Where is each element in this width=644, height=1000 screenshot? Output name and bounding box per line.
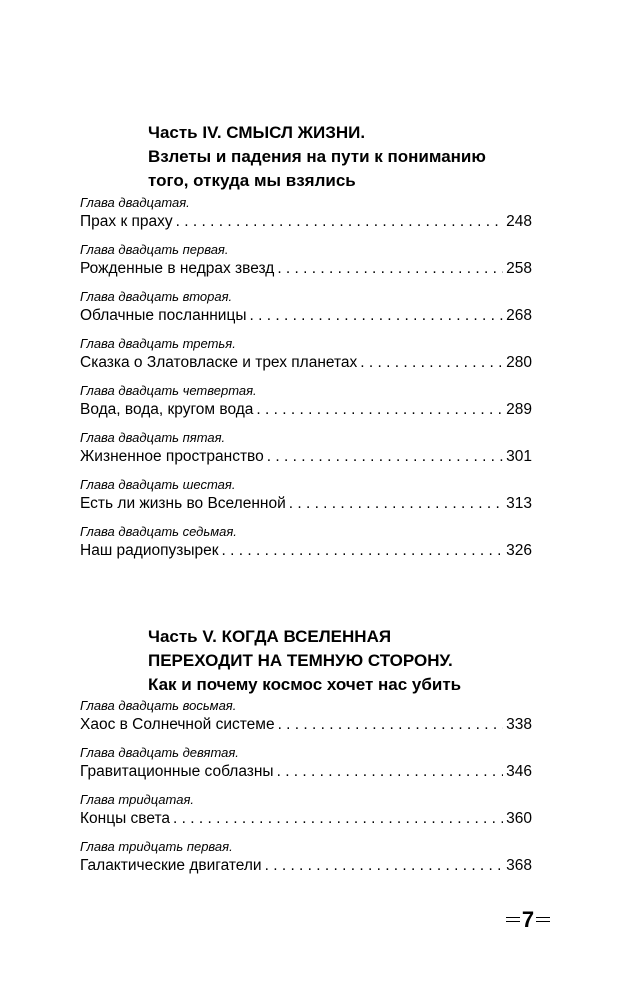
part-5-toc xyxy=(80,698,532,886)
chapter-label: Глава двадцать шестая. xyxy=(80,477,236,492)
dot-leader xyxy=(250,306,504,326)
chapter-label: Глава двадцать вторая. xyxy=(80,289,233,304)
page-number: 326 xyxy=(506,542,532,559)
dot-leader xyxy=(176,212,503,232)
chapter-label: Глава двадцать седьмая. xyxy=(80,524,237,539)
chapter-title: Вода, вода, кругом вода xyxy=(80,401,254,418)
part-4-heading-line-3: того, откуда мы взялись xyxy=(148,171,356,190)
part-5-heading-line-2: ПЕРЕХОДИТ НА ТЕМНУЮ СТОРОНУ. xyxy=(148,651,453,670)
chapter-label: Глава двадцать третья. xyxy=(80,336,236,351)
dot-leader xyxy=(289,494,503,514)
part-5-heading-line-3: Как и почему космос хочет нас убить xyxy=(148,675,462,694)
toc-entry[interactable] xyxy=(80,242,532,289)
chapter-title: Рожденные в недрах звезд xyxy=(80,260,275,277)
dot-leader xyxy=(222,541,504,561)
chapter-title: Галактические двигатели xyxy=(80,857,262,874)
chapter-title: Гравитационные соблазны xyxy=(80,763,274,780)
toc-entry[interactable] xyxy=(80,289,532,336)
toc-entry[interactable] xyxy=(80,195,532,242)
chapter-title: Концы света xyxy=(80,810,170,827)
dot-leader xyxy=(277,762,504,782)
chapter-label: Глава двадцать девятая. xyxy=(80,745,239,760)
page-number: 313 xyxy=(506,495,532,512)
part-5-heading xyxy=(148,625,548,697)
page-number: 360 xyxy=(506,810,532,827)
page-number: 338 xyxy=(506,716,532,733)
part-4-toc xyxy=(80,195,532,571)
chapter-label: Глава тридцать первая. xyxy=(80,839,233,854)
toc-entry[interactable] xyxy=(80,336,532,383)
page-number: 368 xyxy=(506,857,532,874)
page-footer xyxy=(506,906,550,936)
page-number: 268 xyxy=(506,307,532,324)
page-number: 248 xyxy=(506,213,532,230)
toc-entry[interactable] xyxy=(80,430,532,477)
chapter-title: Облачные посланницы xyxy=(80,307,247,324)
page-number: 301 xyxy=(506,448,532,465)
dot-leader xyxy=(173,809,503,829)
dot-leader xyxy=(267,447,503,467)
dot-leader xyxy=(265,856,504,876)
dot-leader xyxy=(256,400,503,420)
dot-leader xyxy=(277,259,503,279)
chapter-title: Хаос в Солнечной системе xyxy=(80,716,275,733)
toc-entry[interactable] xyxy=(80,477,532,524)
part-4-heading-line-2: Взлеты и падения на пути к пониманию xyxy=(148,147,486,166)
folio-number: 7 xyxy=(521,907,535,932)
page-number: 258 xyxy=(506,260,532,277)
toc-entry[interactable] xyxy=(80,524,532,571)
page-number: 346 xyxy=(506,763,532,780)
chapter-title: Наш радиопузырек xyxy=(80,542,219,559)
toc-entry[interactable] xyxy=(80,792,532,839)
chapter-label: Глава двадцатая. xyxy=(80,195,190,210)
chapter-label: Глава тридцатая. xyxy=(80,792,195,807)
toc-entry[interactable] xyxy=(80,839,532,886)
dot-leader xyxy=(360,353,503,373)
chapter-title: Сказка о Златовласке и трех планетах xyxy=(80,354,358,371)
part-4-heading-line-1: Часть IV. СМЫСЛ ЖИЗНИ. xyxy=(148,123,366,142)
page-number: 289 xyxy=(506,401,532,418)
chapter-title: Жизненное пространство xyxy=(80,448,264,465)
part-5-heading-line-1: Часть V. КОГДА ВСЕЛЕННАЯ xyxy=(148,627,392,646)
chapter-label: Глава двадцать восьмая. xyxy=(80,698,237,713)
part-4-heading xyxy=(148,121,548,193)
page-number: 280 xyxy=(506,354,532,371)
chapter-title: Есть ли жизнь во Вселенной xyxy=(80,495,286,512)
chapter-label: Глава двадцать пятая. xyxy=(80,430,226,445)
chapter-title: Прах к праху xyxy=(80,213,173,230)
chapter-label: Глава двадцать первая. xyxy=(80,242,229,257)
toc-entry[interactable] xyxy=(80,698,532,745)
toc-entry[interactable] xyxy=(80,383,532,430)
dot-leader xyxy=(278,715,504,735)
toc-entry[interactable] xyxy=(80,745,532,792)
chapter-label: Глава двадцать четвертая. xyxy=(80,383,257,398)
